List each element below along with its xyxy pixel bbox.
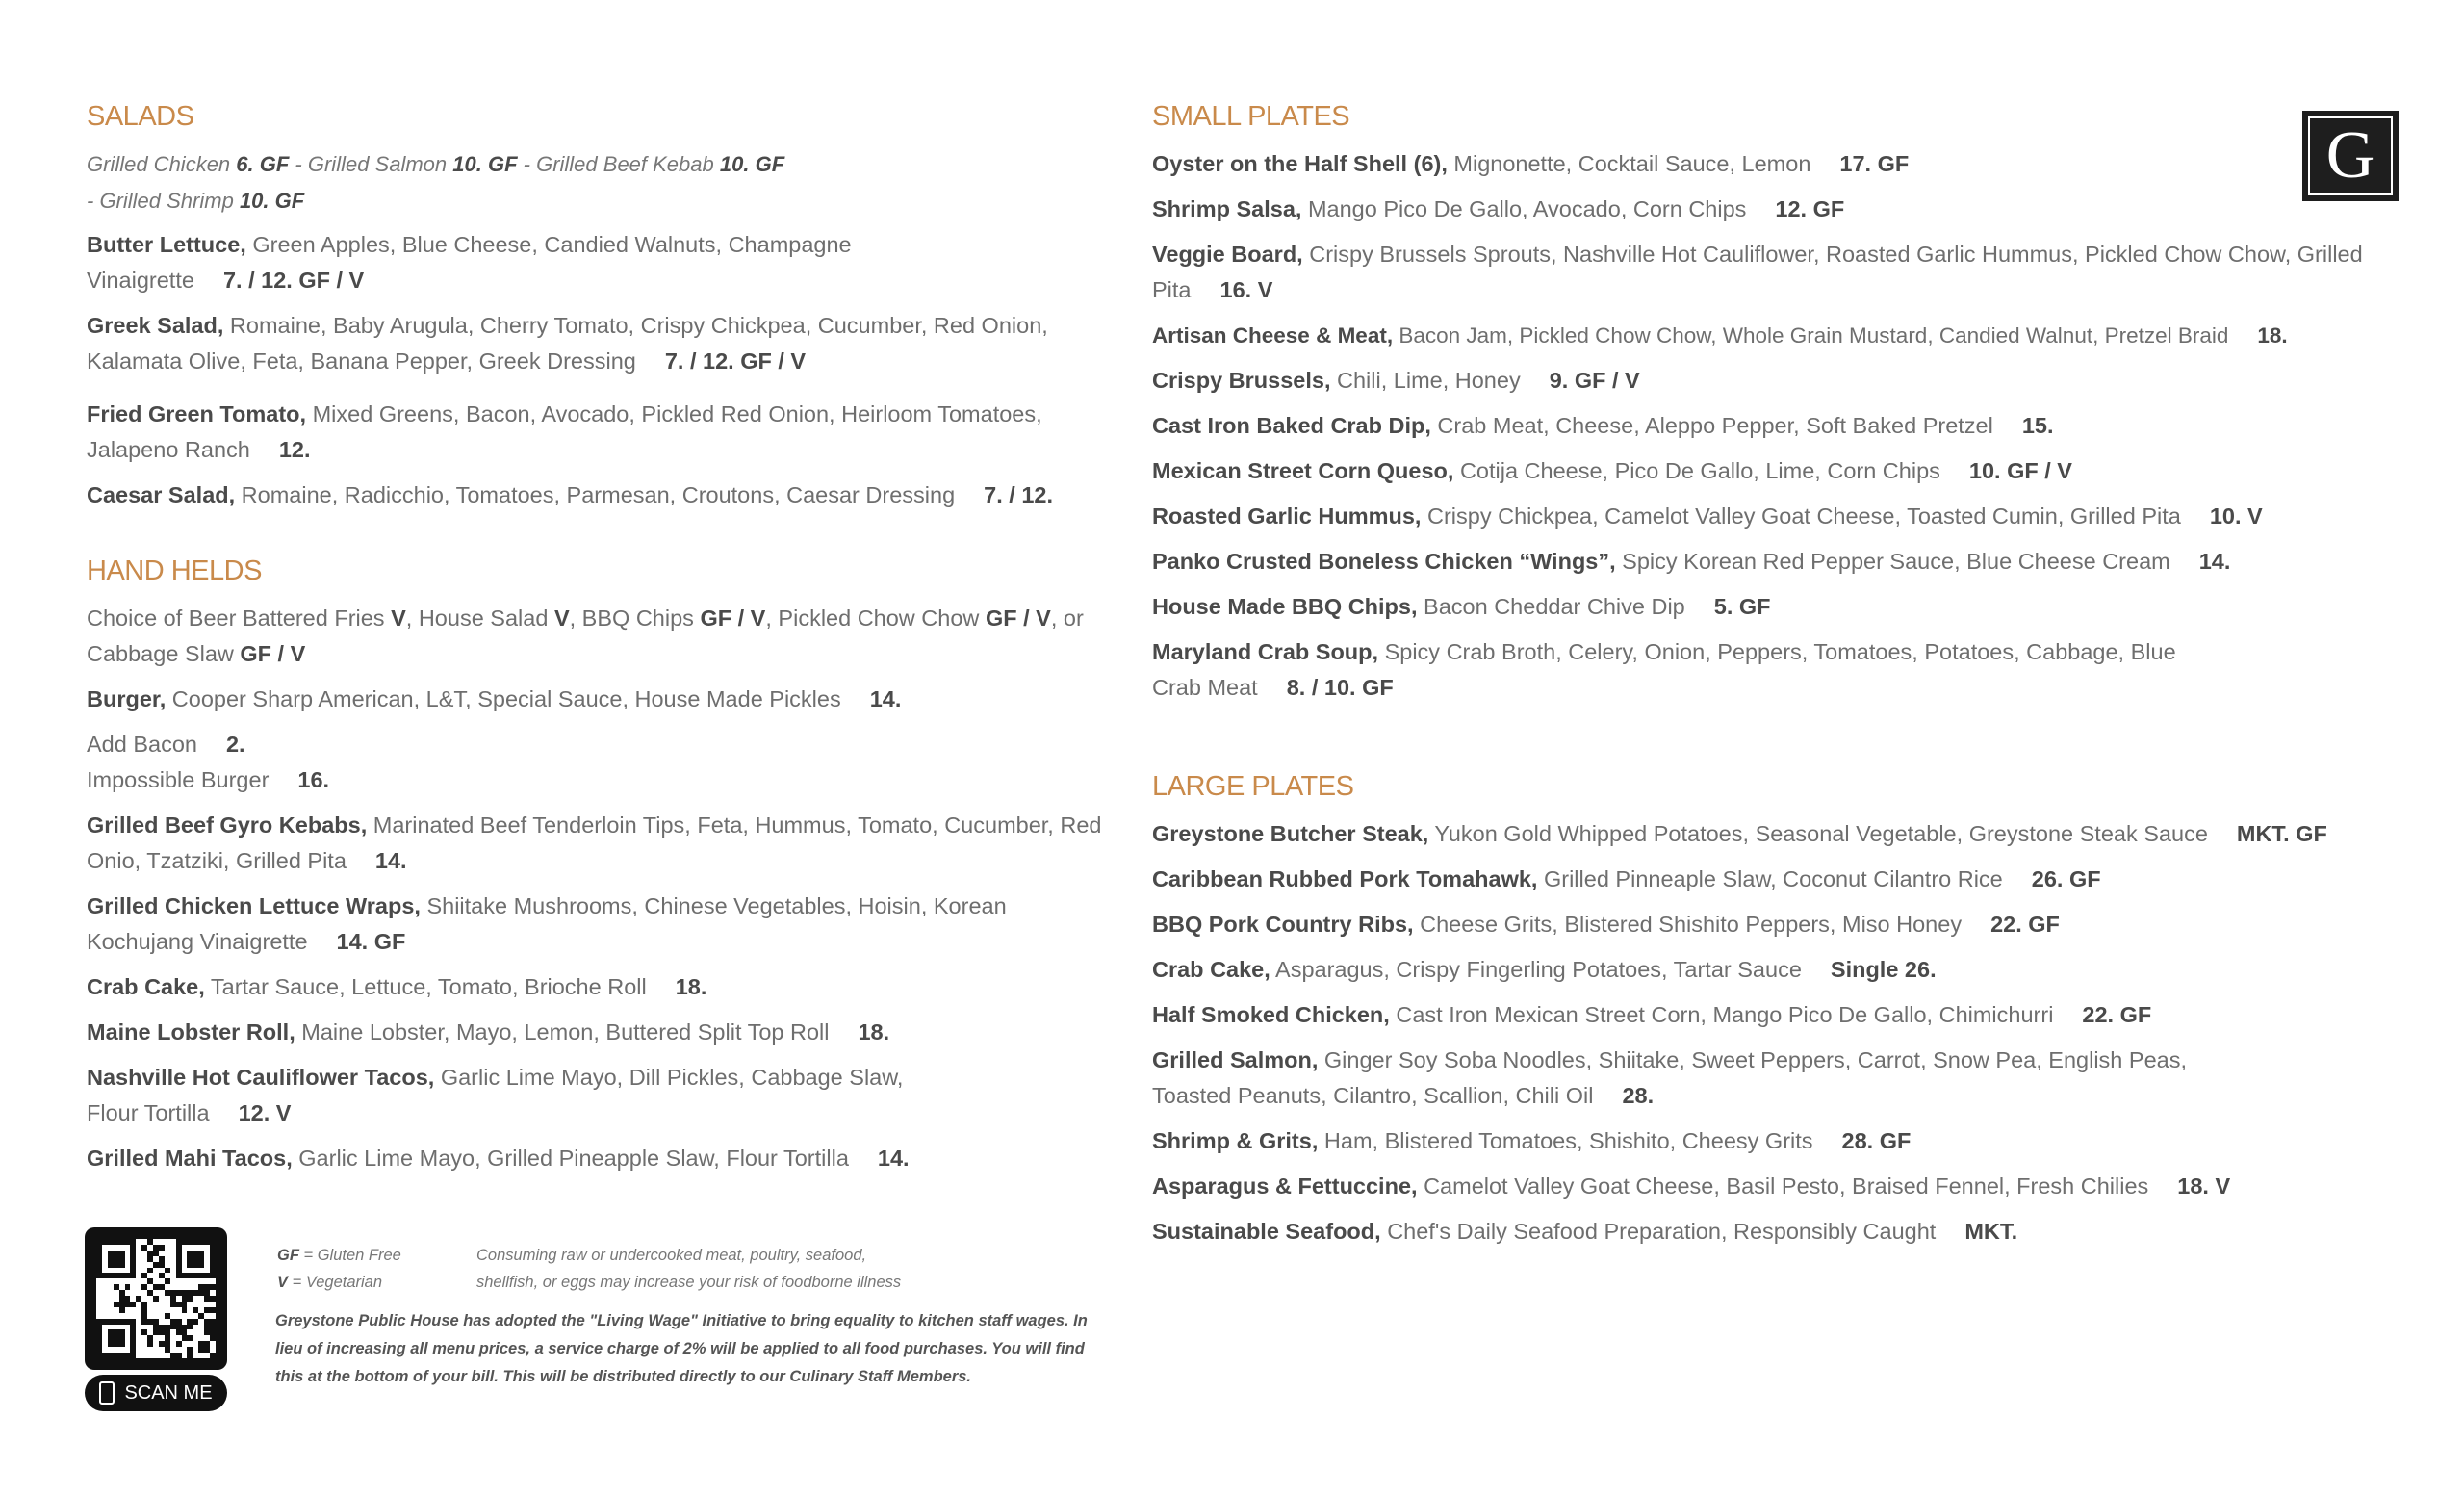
menu-item: Nashville Hot Cauliflower Tacos, Garlic Lime Mayo, Dill Pickles, Cabbage Slaw, Flour Tortilla 12. V [87, 1065, 904, 1125]
menu-item: Greystone Butcher Steak, Yukon Gold Whipped Potatoes, Seasonal Vegetable, Greystone Steak Sauce MKT. GF [1152, 821, 2327, 846]
menu-item: Crispy Brussels, Chili, Lime, Honey 9. GF / V [1152, 368, 1640, 393]
menu-item: Caribbean Rubbed Pork Tomahawk, Grilled Pinneaple Slaw, Coconut Cilantro Rice 26. GF [1152, 866, 2101, 891]
menu-item: Crab Cake, Tartar Sauce, Lettuce, Tomato, Brioche Roll 18. [87, 974, 707, 999]
menu-item: Greek Salad, Romaine, Baby Arugula, Cherry Tomato, Crispy Chickpea, Cucumber, Red Onion, Kalamata Olive, Feta, Banana Pepper, Greek Dressing 7. / 12. GF / V [87, 313, 1048, 374]
handhelds-title: HAND HELDS [87, 555, 262, 586]
menu-item: Fried Green Tomato, Mixed Greens, Bacon, Avocado, Pickled Red Onion, Heirloom Tomatoes, Jalapeno Ranch 12. [87, 401, 1042, 462]
sides-choice: Choice of Beer Battered Fries V, House Salad V, BBQ Chips GF / V, Pickled Chow Chow GF / V, or Cabbage Slaw GF / V [87, 606, 1084, 666]
menu-item: Shrimp Salsa, Mango Pico De Gallo, Avocado, Corn Chips 12. GF [1152, 196, 1845, 221]
food-safety-warning: Consuming raw or undercooked meat, poultry, seafood, shellfish, or eggs may increase your risk of foodborne illness [476, 1247, 902, 1291]
legend: GF = Gluten Free V = Vegetarian [277, 1247, 401, 1291]
menu-item: Artisan Cheese & Meat, Bacon Jam, Pickled Chow Chow, Whole Grain Mustard, Candied Walnut, Pretzel Braid 18. [1152, 323, 2288, 348]
qr-pattern [96, 1239, 216, 1358]
menu-item: Sustainable Seafood, Chef's Daily Seafood Preparation, Responsibly Caught MKT. [1152, 1219, 2018, 1244]
large-plates-title: LARGE PLATES [1152, 771, 1354, 802]
menu-item: Asparagus & Fettuccine, Camelot Valley Goat Cheese, Basil Pesto, Braised Fennel, Fresh Chilies 18. V [1152, 1174, 2231, 1199]
menu-item: Grilled Chicken Lettuce Wraps, Shiitake Mushrooms, Chinese Vegetables, Hoisin, Korean Kochujang Vinaigrette 14. GF [87, 893, 1007, 954]
menu-item: Butter Lettuce, Green Apples, Blue Cheese, Candied Walnuts, Champagne Vinaigrette 7. / 12. GF / V [87, 232, 852, 293]
menu-item: Grilled Salmon, Ginger Soy Soba Noodles, Shiitake, Sweet Peppers, Carrot, Snow Pea, English Peas, Toasted Peanuts, Cilantro, Scallion, Chili Oil 28. [1152, 1047, 2188, 1108]
menu-item: Shrimp & Grits, Ham, Blistered Tomatoes, Shishito, Cheesy Grits 28. GF [1152, 1128, 1912, 1153]
menu-item: House Made BBQ Chips, Bacon Cheddar Chive Dip 5. GF [1152, 594, 1771, 619]
small-plates-title: SMALL PLATES [1152, 101, 1350, 132]
menu-item: Grilled Mahi Tacos, Garlic Lime Mayo, Grilled Pineapple Slaw, Flour Tortilla 14. [87, 1146, 910, 1171]
greystone-logo [2302, 111, 2399, 201]
qr-code[interactable] [85, 1227, 227, 1370]
menu-item: Oyster on the Half Shell (6), Mignonette, Cocktail Sauce, Lemon 17. GF [1152, 151, 1910, 176]
menu-item: Roasted Garlic Hummus, Crispy Chickpea, Camelot Valley Goat Cheese, Toasted Cumin, Grilled Pita 10. V [1152, 503, 2263, 529]
menu-item: Crab Cake, Asparagus, Crispy Fingerling Potatoes, Tartar Sauce Single 26. [1152, 957, 1937, 982]
scan-me-badge[interactable] [85, 1375, 227, 1411]
menu-item: Panko Crusted Boneless Chicken “Wings”, Spicy Korean Red Pepper Sauce, Blue Cheese Cream 14. [1152, 549, 2231, 574]
menu-item: Half Smoked Chicken, Cast Iron Mexican Street Corn, Mango Pico De Gallo, Chimichurri 22. GF [1152, 1002, 2152, 1027]
menu-item: BBQ Pork Country Ribs, Cheese Grits, Blistered Shishito Peppers, Miso Honey 22. GF [1152, 912, 2060, 937]
menu-item: Maine Lobster Roll, Maine Lobster, Mayo, Lemon, Buttered Split Top Roll 18. [87, 1019, 890, 1045]
phone-icon [99, 1381, 115, 1405]
menu-item: Cast Iron Baked Crab Dip, Crab Meat, Cheese, Aleppo Pepper, Soft Baked Pretzel 15. [1152, 413, 2054, 438]
menu-item: Grilled Beef Gyro Kebabs, Marinated Beef Tenderloin Tips, Feta, Hummus, Tomato, Cucumber, Red Onio, Tzatziki, Grilled Pita 14. [87, 812, 1102, 873]
scan-me-label: SCAN ME [124, 1381, 213, 1404]
logo-letter: G [2308, 116, 2393, 195]
burger-addons: Add Bacon 2. Impossible Burger 16. [87, 732, 330, 792]
right-column [1152, 101, 2413, 1259]
salads-title: SALADS [87, 101, 194, 132]
menu-item: Burger, Cooper Sharp American, L&T, Special Sauce, House Made Pickles 14. [87, 686, 902, 711]
salad-addons: Grilled Chicken 6. GF - Grilled Salmon 10. GF - Grilled Beef Kebab 10. GF - Grilled Shrimp 10. GF [87, 152, 785, 213]
living-wage-notice: Greystone Public House has adopted the "Living Wage" Initiative to bring equality to kitchen staff wages. In lieu of increasing all menu prices, a service charge of 2% will be applied to all food purchases. You will find this at the bottom of your bill. This will be distributed directly to our Culinary Staff Members. [275, 1312, 1088, 1385]
left-column [87, 101, 1107, 1186]
menu-item: Veggie Board, Crispy Brussels Sprouts, Nashville Hot Cauliflower, Roasted Garlic Hummus, Pickled Chow Chow, Grilled Pita 16. V [1152, 242, 2363, 302]
menu-item: Caesar Salad, Romaine, Radicchio, Tomatoes, Parmesan, Croutons, Caesar Dressing 7. / 12. [87, 482, 1053, 507]
menu-item: Mexican Street Corn Queso, Cotija Cheese, Pico De Gallo, Lime, Corn Chips 10. GF / V [1152, 458, 2072, 483]
menu-item: Maryland Crab Soup, Spicy Crab Broth, Celery, Onion, Peppers, Tomatoes, Potatoes, Cabbage, Blue Crab Meat 8. / 10. GF [1152, 639, 2176, 700]
